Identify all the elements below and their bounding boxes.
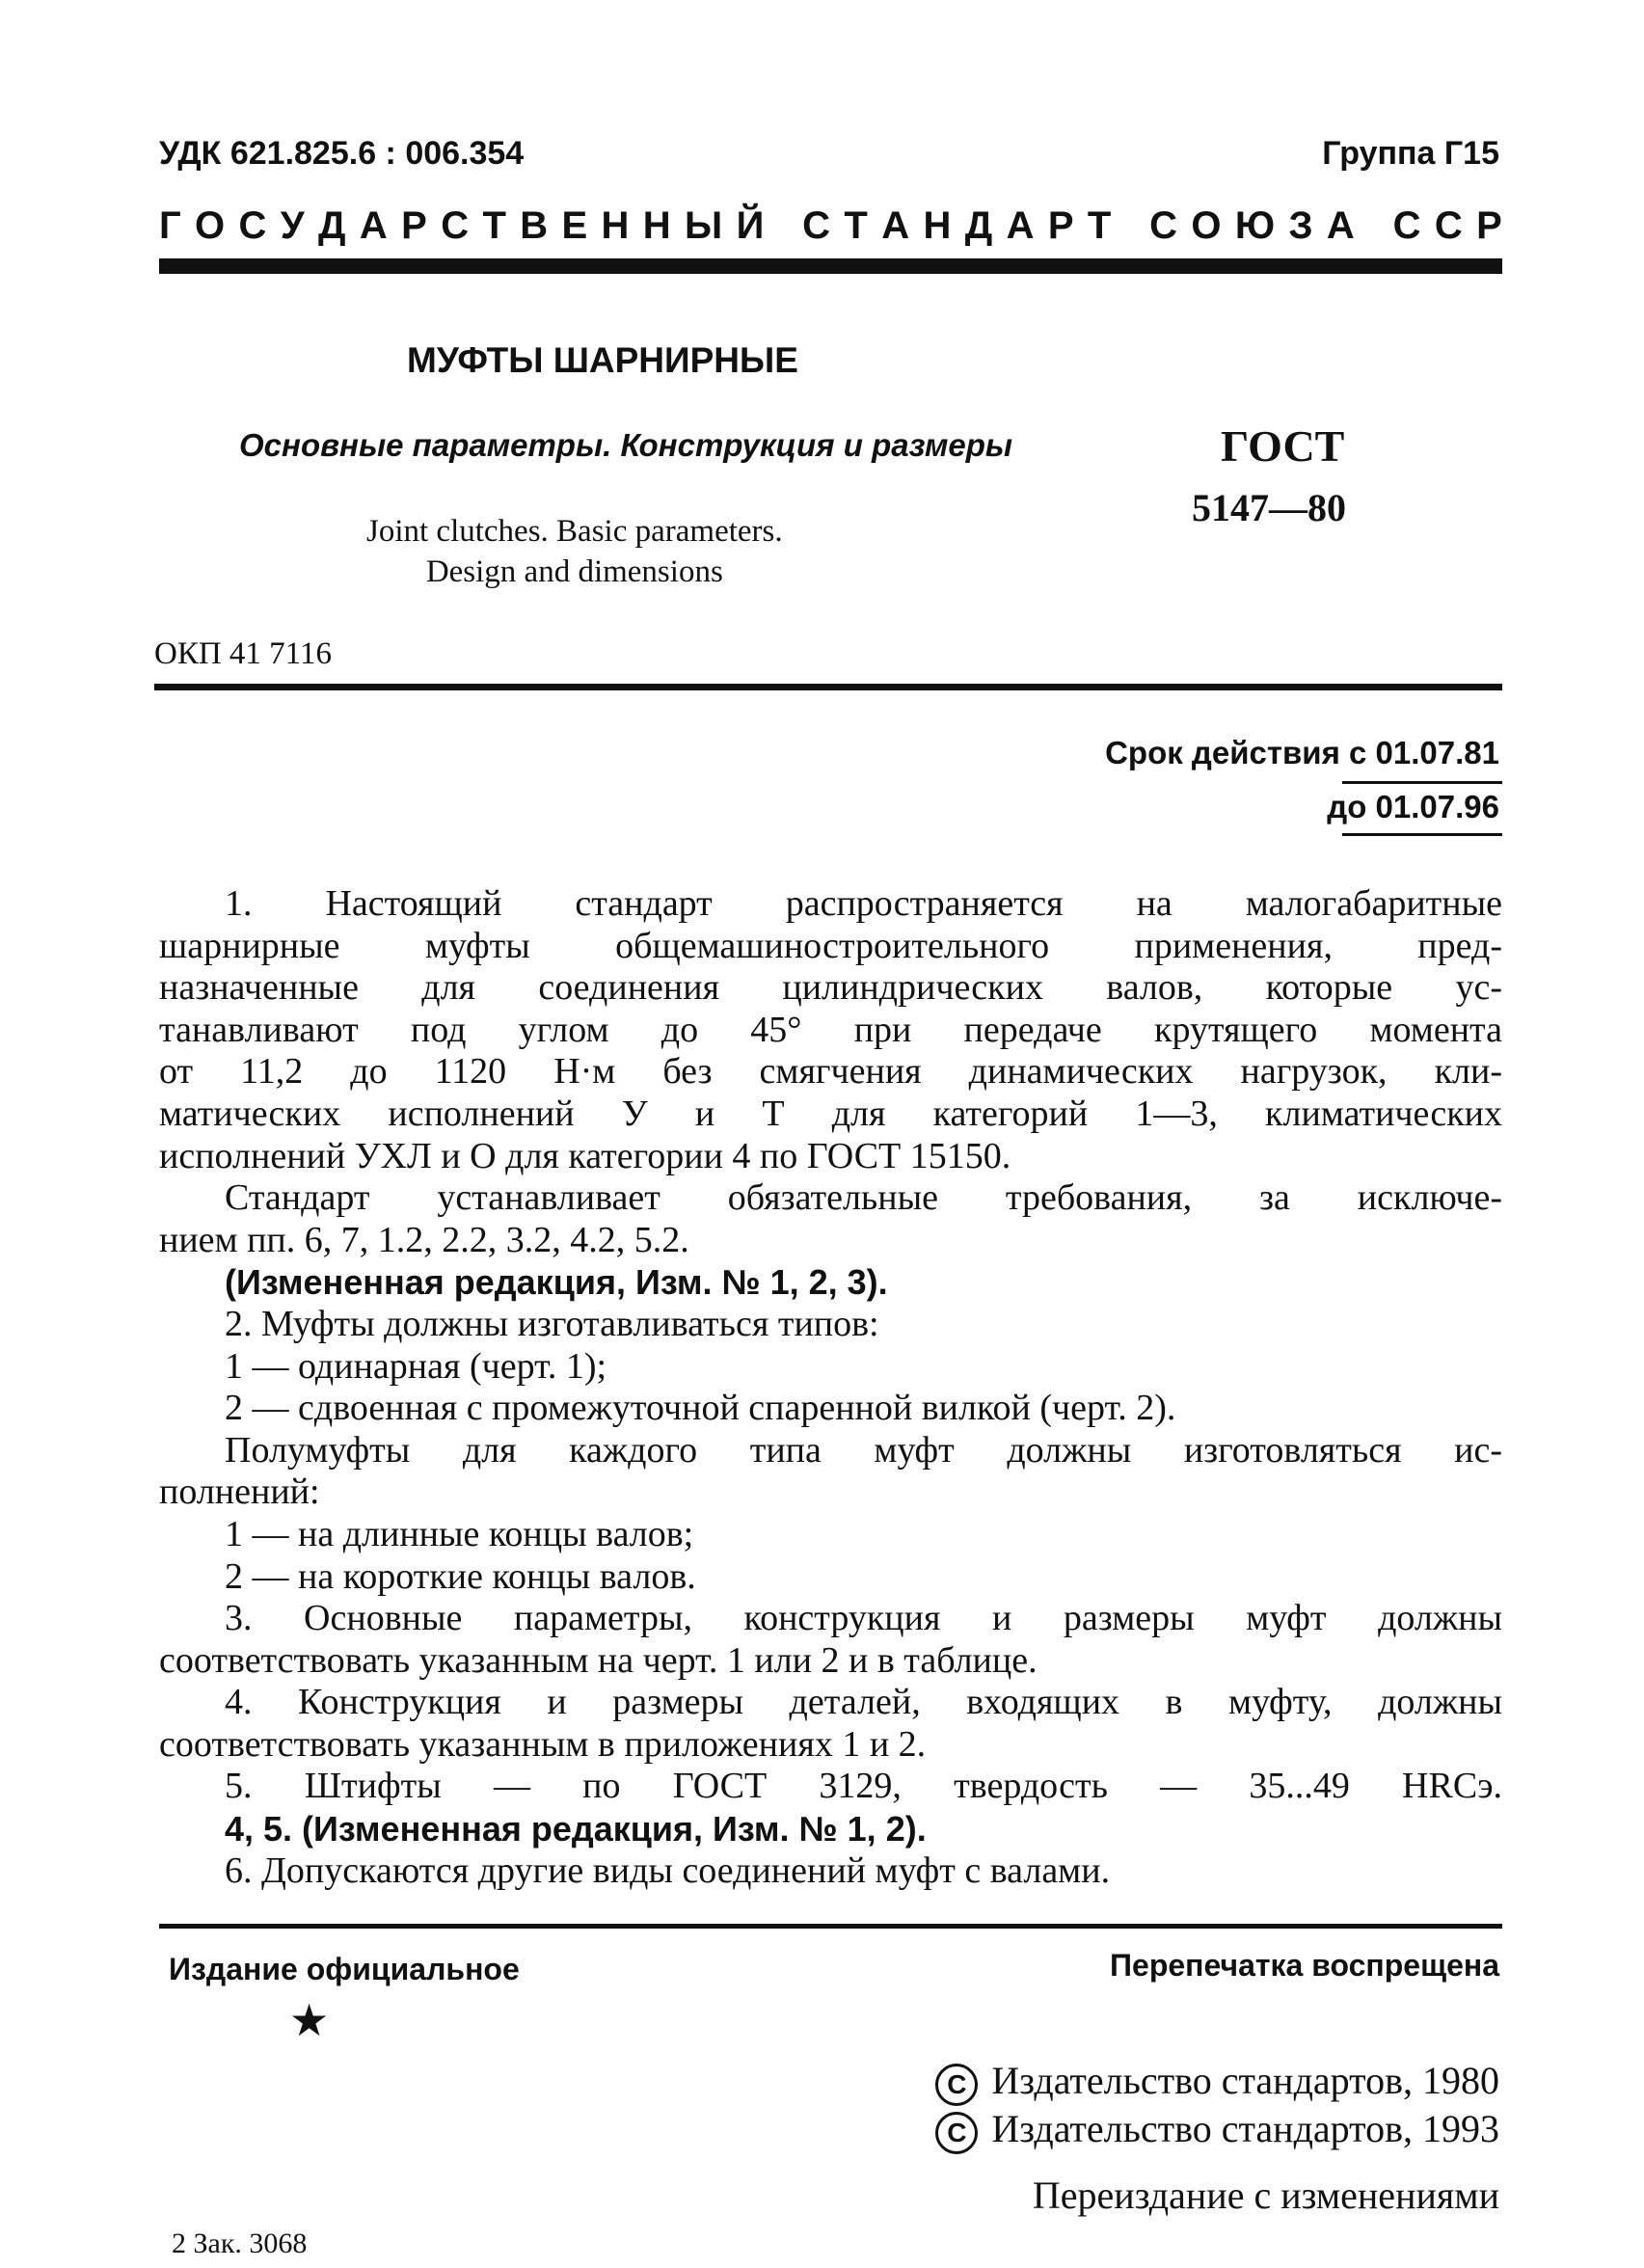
official-edition: Издание официальное bbox=[169, 1952, 520, 1986]
p8-other-connections: 6. Допускаются другие виды соединений муфт с валами. bbox=[225, 1850, 1111, 1891]
heading-letter: Ы bbox=[685, 204, 723, 247]
reprint-prohibited: Перепечатка воспрещена bbox=[1110, 1948, 1499, 1983]
p1-line: танавливают под углом до 45° при передаче крутящего момента bbox=[159, 1009, 1502, 1050]
footer-divider bbox=[159, 1924, 1502, 1929]
heading-letter: С bbox=[1434, 204, 1463, 247]
heading-letter: Ю bbox=[1234, 204, 1276, 247]
copyright-1993 bbox=[935, 2106, 1499, 2154]
heading-gap bbox=[778, 204, 789, 248]
reissue-note: Переиздание с изменениями bbox=[1032, 2174, 1499, 2217]
copyright-1980-text: Издательство стандартов, 1980 bbox=[991, 2059, 1499, 2102]
heading-letter: Е bbox=[561, 204, 588, 247]
heading-letter: О bbox=[195, 204, 226, 247]
copyright-icon: C bbox=[935, 2064, 978, 2106]
p1-line: 1. Настоящий стандарт распространяется на малогабаритные bbox=[225, 883, 1502, 924]
p1-line: назначенные для соединения цилиндрических валов, которые ус- bbox=[159, 967, 1502, 1009]
standard-subtitle: Основные параметры. Конструкция и размеры bbox=[239, 427, 1013, 463]
star-icon: ★ bbox=[289, 1996, 330, 2045]
heading-letter: С bbox=[238, 204, 267, 247]
heading-letter: А bbox=[359, 204, 388, 247]
amendment-note-1: (Измененная редакция, Изм. № 1, 2, 3). bbox=[225, 1262, 888, 1303]
english-title bbox=[366, 511, 783, 592]
group-code: Группа Г15 bbox=[1322, 135, 1499, 172]
heading-letter: Р bbox=[1047, 204, 1074, 247]
udk-code: УДК 621.825.6 : 006.354 bbox=[159, 135, 525, 172]
p1-line: матических исполнений У и Т для категорий 1—3, климатических bbox=[159, 1093, 1502, 1134]
execution-1-item: 1 — на длинные концы валов; bbox=[225, 1513, 694, 1554]
heading-gap bbox=[1368, 204, 1379, 248]
title-divider bbox=[154, 684, 1502, 690]
heading-letter: Н bbox=[642, 204, 671, 247]
validity-underline bbox=[1342, 781, 1502, 784]
p1-line: от 11,2 до 1120 Н·м без смягчения динамических нагрузок, кли- bbox=[159, 1051, 1502, 1093]
heading-letter: Й bbox=[736, 204, 765, 247]
p3-types-intro: 2. Муфты должны изготавливаться типов: bbox=[225, 1303, 879, 1344]
gost-number: 5147—80 bbox=[1192, 486, 1346, 529]
heading-letter: С bbox=[1149, 204, 1178, 247]
heading-letter: О bbox=[1191, 204, 1222, 247]
copyright-icon: C bbox=[935, 2112, 978, 2154]
p6-last-line: соответствовать указанным в приложениях 1 и 2. bbox=[159, 1723, 927, 1765]
p5-last-line: соответствовать указанным на черт. 1 или 2 и в таблице. bbox=[159, 1639, 1038, 1681]
validity-underline-2 bbox=[1342, 833, 1502, 836]
heading-letter: С bbox=[1392, 204, 1421, 247]
state-standard-heading bbox=[159, 204, 1502, 248]
p4-last-line: полнений: bbox=[159, 1472, 320, 1513]
p5-line: 3. Основные параметры, конструкция и размеры муфт должны bbox=[225, 1598, 1502, 1639]
heading-letter: Т bbox=[844, 204, 868, 247]
copyright-1993-text: Издательство стандартов, 1993 bbox=[991, 2107, 1499, 2150]
p6-line: 4. Конструкция и размеры деталей, входящих в муфту, должны bbox=[225, 1682, 1502, 1723]
heading-letter: Р bbox=[1476, 204, 1502, 247]
english-title-line2: Design and dimensions bbox=[425, 554, 723, 589]
p1-line: шарнирные муфты общемашиностроительного применения, пред- bbox=[159, 925, 1502, 966]
okp-code: ОКП 41 7116 bbox=[154, 636, 332, 671]
standard-body bbox=[159, 883, 1502, 1892]
standard-title: МУФТЫ ШАРНИРНЫЕ bbox=[407, 340, 798, 380]
amendment-note-2: 4, 5. (Измененная редакция, Изм. № 1, 2). bbox=[225, 1809, 927, 1850]
p2-last-line: нием пп. 6, 7, 1.2, 2.2, 3.2, 4.2, 5.2. bbox=[159, 1219, 689, 1260]
heading-letter: Н bbox=[923, 204, 952, 247]
heading-letter: Т bbox=[1087, 204, 1112, 247]
english-title-line1: Joint clutches. Basic parameters. bbox=[366, 514, 783, 549]
order-number: 2 Зак. 3068 bbox=[172, 2228, 308, 2259]
heading-letter: Д bbox=[964, 204, 993, 247]
heading-letter: А bbox=[1006, 204, 1035, 247]
heading-letter: С bbox=[441, 204, 470, 247]
heading-letter: З bbox=[1288, 204, 1313, 247]
heading-letter: Т bbox=[482, 204, 506, 247]
copyright-1980 bbox=[935, 2058, 1499, 2106]
p1-last-line: исполнений УХЛ и О для категории 4 по ГОСТ 15150. bbox=[159, 1135, 1011, 1176]
type-1-item: 1 — одинарная (черт. 1); bbox=[225, 1345, 607, 1387]
heading-letter: Н bbox=[601, 204, 630, 247]
heading-letter: Д bbox=[318, 204, 346, 247]
header-divider bbox=[159, 258, 1502, 274]
p2-line: Стандарт устанавливает обязательные требования, за исключе- bbox=[225, 1177, 1502, 1219]
heading-letter: А bbox=[881, 204, 910, 247]
heading-gap bbox=[1125, 204, 1136, 248]
gost-label: ГОСТ bbox=[1221, 421, 1345, 471]
heading-letter: А bbox=[1326, 204, 1355, 247]
heading-letter: В bbox=[520, 204, 549, 247]
heading-letter: Г bbox=[159, 204, 181, 247]
validity-to: до 01.07.96 bbox=[1327, 789, 1499, 824]
heading-letter: У bbox=[280, 204, 305, 247]
heading-letter: С bbox=[802, 204, 831, 247]
p4-line: Полумуфты для каждого типа муфт должны изготовляться ис- bbox=[225, 1429, 1502, 1471]
p7-pins: 5. Штифты — по ГОСТ 3129, твердость — 35...49 HRCэ. bbox=[225, 1766, 1502, 1807]
validity-from: Срок действия с 01.07.81 bbox=[1105, 735, 1499, 770]
heading-letter: Р bbox=[401, 204, 427, 247]
execution-2-item: 2 — на короткие концы валов. bbox=[225, 1555, 696, 1597]
type-2-item: 2 — сдвоенная с промежуточной спаренной вилкой (черт. 2). bbox=[225, 1388, 1176, 1429]
